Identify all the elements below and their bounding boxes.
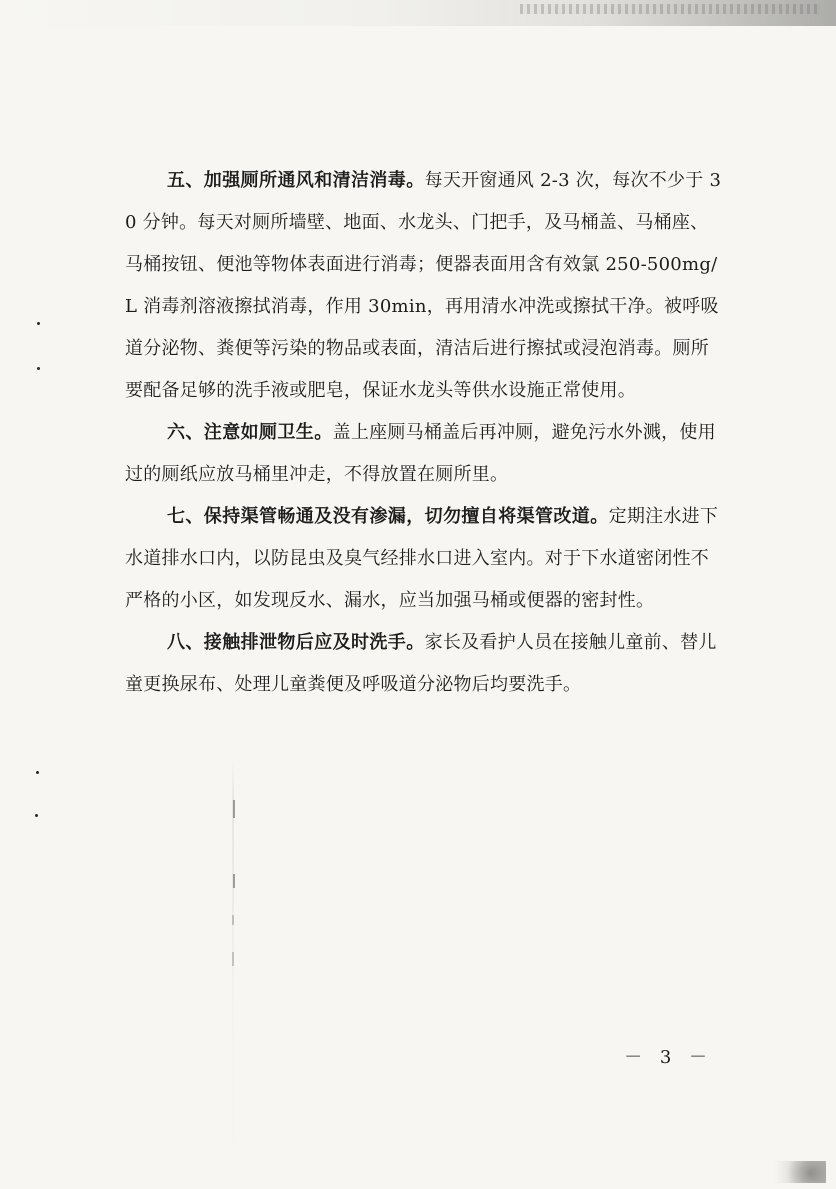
scan-center-mark <box>232 952 234 966</box>
paragraph-toilet-hygiene <box>125 412 723 496</box>
scan-corner-smudge <box>774 1161 826 1183</box>
scan-top-edge <box>0 0 836 26</box>
paragraph-body: 每天开窗通风 2-3 次，每次不少于 30 分钟。每天对厕所墙壁、地面、水龙头、门把手，及马桶盖、马桶座、马桶按钮、便池等物体表面进行消毒；便器表面用含有效氯 250-500mg/L 消毒剂溶液擦拭消毒，作用 30min，再用清水冲洗或擦拭干净。被呼吸道分泌物、粪便等污染的物品或表面，清洁后进行擦拭或浸泡消毒。厕所要配备足够的洗手液或肥皂，保证水龙头等供水设施正常使用。 <box>125 170 722 401</box>
paragraph-body: 盖上座厕马桶盖后再冲厕，避免污水外溅，使用过的厕纸应放马桶里冲走，不得放置在厕所里。 <box>125 422 716 485</box>
paragraph-body: 定期注水进下水道排水口内，以防昆虫及臭气经排水口进入室内。对于下水道密闭性不严格的小区，如发现反水、漏水，应当加强马桶或便器的密封性。 <box>125 506 719 611</box>
page-number: － 3 － <box>624 1047 713 1068</box>
scan-center-mark <box>233 800 235 818</box>
scan-center-mark <box>233 874 235 888</box>
scan-dot <box>37 322 40 325</box>
paragraph-heading: 八、接触排泄物后应及时洗手。 <box>167 632 425 653</box>
scan-center-mark <box>232 915 234 925</box>
paragraph-heading: 六、注意如厕卫生。 <box>167 422 333 443</box>
paragraph-drainage <box>125 496 723 622</box>
paragraph-handwashing <box>125 622 723 706</box>
scan-dot <box>37 367 40 370</box>
paragraph-ventilation-cleaning <box>125 160 723 412</box>
scan-dot <box>36 771 39 774</box>
paragraph-body: 家长及看护人员在接触儿童前、替儿童更换尿布、处理儿童粪便及呼吸道分泌物后均要洗手。 <box>125 632 717 695</box>
scan-center-line <box>232 760 234 1180</box>
document-content <box>125 160 723 706</box>
paragraph-heading: 七、保持渠管畅通及没有渗漏，切勿擅自将渠管改道。 <box>167 506 609 527</box>
scan-dot <box>35 814 38 817</box>
paragraph-heading: 五、加强厕所通风和清洁消毒。 <box>167 170 425 191</box>
